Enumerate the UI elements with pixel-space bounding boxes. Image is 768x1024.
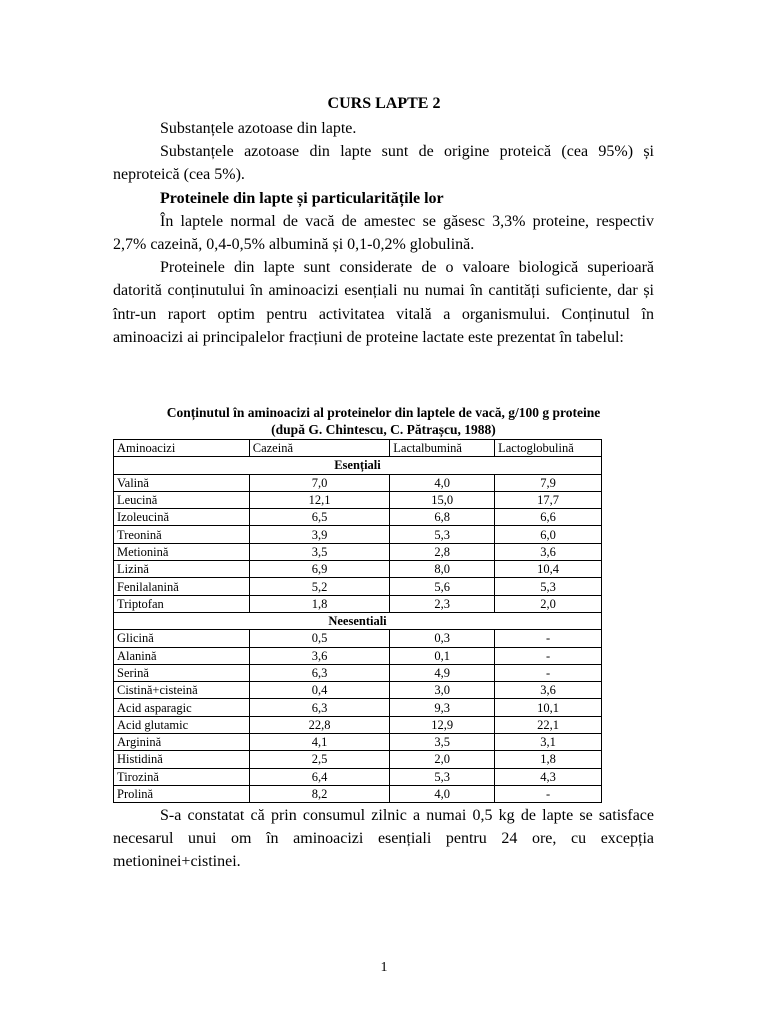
amino-acid-name: Acid glutamic <box>114 716 250 733</box>
table-cell: 3,5 <box>390 734 495 751</box>
table-cell: 6,0 <box>495 526 602 543</box>
table-cell: 6,9 <box>249 561 390 578</box>
table-header-row <box>114 440 602 457</box>
amino-acid-name: Histidină <box>114 751 250 768</box>
amino-acid-name: Glicină <box>114 630 250 647</box>
amino-acid-name: Izoleucină <box>114 509 250 526</box>
table-row <box>114 543 602 560</box>
paragraph: Substanțele azotoase din lapte. <box>160 120 357 137</box>
amino-acid-name: Alanină <box>114 647 250 664</box>
amino-acid-table <box>113 439 602 803</box>
column-header: Lactalbumină <box>390 440 495 457</box>
paragraph: Proteinele din lapte sunt considerate de o valoare biologică superioară datorită conținutului în aminoacizi esențiali nu numai în cantități suficiente, dar și într-un raport optim pentru activitatea vitală a organismului. Conținutul în aminoacizi ai principalelor fracțiuni de proteine lactate este prezentat în tabelul: <box>113 259 654 346</box>
table-cell: 6,6 <box>495 509 602 526</box>
table-cell: 2,3 <box>390 595 495 612</box>
amino-acid-name: Serină <box>114 664 250 681</box>
table-cell: 12,9 <box>390 716 495 733</box>
table-caption-line: (după G. Chintescu, C. Pătrașcu, 1988) <box>271 422 496 437</box>
amino-acid-name: Metionină <box>114 543 250 560</box>
table-cell: 6,5 <box>249 509 390 526</box>
table-row <box>114 526 602 543</box>
amino-acid-name: Arginină <box>114 734 250 751</box>
amino-acid-name: Lizină <box>114 561 250 578</box>
table-row <box>114 699 602 716</box>
table-cell: 6,3 <box>249 664 390 681</box>
section-label: Neesentiali <box>114 612 602 629</box>
table-cell: 4,0 <box>390 785 495 802</box>
table-cell: 3,6 <box>249 647 390 664</box>
table-cell: 3,6 <box>495 682 602 699</box>
table-cell: - <box>495 647 602 664</box>
table-cell: 0,1 <box>390 647 495 664</box>
table-cell: 5,3 <box>390 768 495 785</box>
table-cell: 5,6 <box>390 578 495 595</box>
table-cell: 3,9 <box>249 526 390 543</box>
table-cell: - <box>495 664 602 681</box>
table-cell: 10,4 <box>495 561 602 578</box>
table-cell: 0,5 <box>249 630 390 647</box>
paragraph: S-a constatat că prin consumul zilnic a numai 0,5 kg de lapte se satisface necesarul unui om în aminoacizi esențiali pentru 24 ore, cu excepția metioninei+cistinei. <box>113 807 654 871</box>
table-cell: - <box>495 630 602 647</box>
page-title: CURS LAPTE 2 <box>327 95 441 112</box>
table-cell: 4,0 <box>390 474 495 491</box>
table-row <box>114 647 602 664</box>
closing-text <box>113 804 654 874</box>
table-cell: 9,3 <box>390 699 495 716</box>
body-text <box>113 117 654 349</box>
table-row <box>114 682 602 699</box>
table-cell: 22,8 <box>249 716 390 733</box>
table-cell: 10,1 <box>495 699 602 716</box>
amino-acid-name: Treonină <box>114 526 250 543</box>
column-header: Lactoglobulină <box>495 440 602 457</box>
table-cell: 22,1 <box>495 716 602 733</box>
table-row <box>114 630 602 647</box>
table-row <box>114 664 602 681</box>
table-cell: 12,1 <box>249 491 390 508</box>
table-cell: 1,8 <box>249 595 390 612</box>
table-caption-line: Conținutul în aminoacizi al proteinelor din laptele de vacă, g/100 g proteine <box>166 405 601 420</box>
table-cell: 8,2 <box>249 785 390 802</box>
table-row <box>114 491 602 508</box>
table-cell: 2,5 <box>249 751 390 768</box>
table-cell: 3,0 <box>390 682 495 699</box>
table-cell: 4,3 <box>495 768 602 785</box>
table-cell: 8,0 <box>390 561 495 578</box>
table-cell: 15,0 <box>390 491 495 508</box>
table-cell: 2,0 <box>495 595 602 612</box>
table-cell: 1,8 <box>495 751 602 768</box>
table-row <box>114 734 602 751</box>
table-cell: 3,6 <box>495 543 602 560</box>
table-cell: - <box>495 785 602 802</box>
amino-acid-name: Fenilalanină <box>114 578 250 595</box>
table-cell: 4,1 <box>249 734 390 751</box>
page-number: 1 <box>380 960 388 975</box>
table-cell: 17,7 <box>495 491 602 508</box>
table-cell: 6,8 <box>390 509 495 526</box>
table-cell: 5,3 <box>390 526 495 543</box>
table-cell: 5,2 <box>249 578 390 595</box>
table-cell: 5,3 <box>495 578 602 595</box>
table-row <box>114 768 602 785</box>
section-heading: Proteinele din lapte și particularitățile lor <box>160 189 444 207</box>
paragraph: În laptele normal de vacă de amestec se găsesc 3,3% proteine, respectiv 2,7% cazeină, 0,4-0,5% albumină și 0,1-0,2% globulină. <box>113 212 654 254</box>
table-section-row <box>114 612 602 629</box>
table-cell: 3,5 <box>249 543 390 560</box>
section-label: Esențiali <box>114 457 602 474</box>
table-row <box>114 578 602 595</box>
column-header: Aminoacizi <box>114 440 250 457</box>
table-row <box>114 509 602 526</box>
table-caption <box>113 404 654 438</box>
table-cell: 2,8 <box>390 543 495 560</box>
table-cell: 3,1 <box>495 734 602 751</box>
table-row <box>114 785 602 802</box>
amino-acid-name: Acid asparagic <box>114 699 250 716</box>
table-cell: 7,0 <box>249 474 390 491</box>
table-section-row <box>114 457 602 474</box>
table-cell: 6,4 <box>249 768 390 785</box>
column-header: Cazeină <box>249 440 390 457</box>
table-row <box>114 595 602 612</box>
amino-acid-name: Leucină <box>114 491 250 508</box>
table-row <box>114 474 602 491</box>
amino-acid-name: Prolină <box>114 785 250 802</box>
table-body <box>114 457 602 803</box>
table-row <box>114 561 602 578</box>
amino-acid-name: Tirozină <box>114 768 250 785</box>
amino-acid-name: Triptofan <box>114 595 250 612</box>
table-cell: 0,4 <box>249 682 390 699</box>
table-row <box>114 716 602 733</box>
amino-acid-name: Cistină+cisteină <box>114 682 250 699</box>
table-cell: 6,3 <box>249 699 390 716</box>
paragraph: Substanțele azotoase din lapte sunt de origine proteică (cea 95%) și neproteică (cea 5%). <box>113 143 654 184</box>
table-cell: 0,3 <box>390 630 495 647</box>
table-cell: 4,9 <box>390 664 495 681</box>
table-cell: 2,0 <box>390 751 495 768</box>
table-row <box>114 751 602 768</box>
table-cell: 7,9 <box>495 474 602 491</box>
amino-acid-name: Valină <box>114 474 250 491</box>
